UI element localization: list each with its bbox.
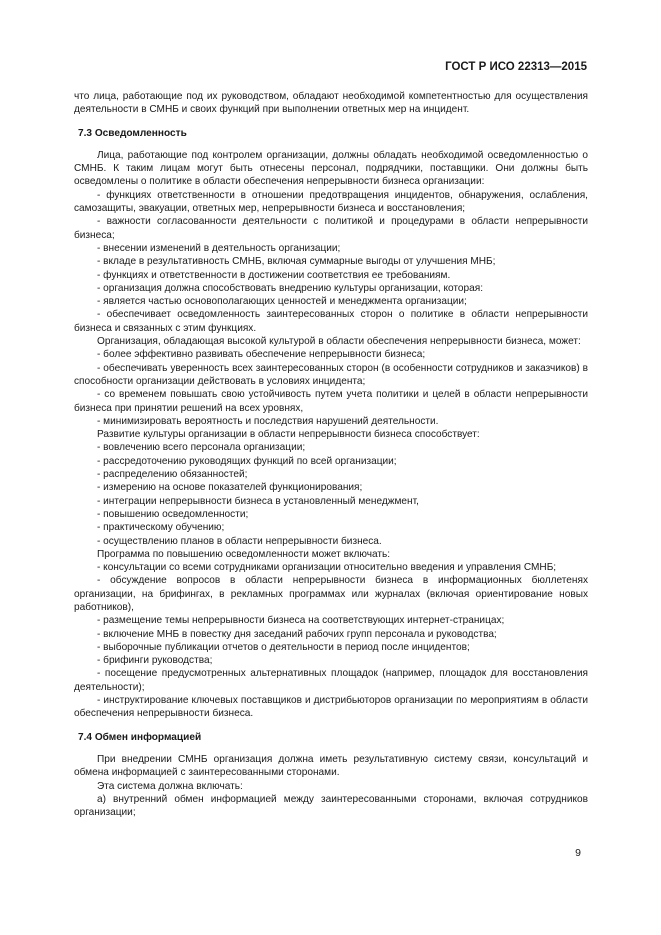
list-item: - рассредоточению руководящих функций по всей организации; — [97, 455, 397, 467]
list-item: - минимизировать вероятность и последствия нарушений деятельности. — [97, 415, 439, 427]
list-item: - обеспечивать уверенность всех заинтересованных сторон (в особенности сотрудников и заказчиков) в способности организации действовать в условиях инцидента; — [74, 362, 588, 387]
list-item: - измерению на основе показателей функционирования; — [97, 482, 363, 494]
list-item: - функциях ответственности в отношении предотвращения инцидентов, обнаружения, ослабления, самозащиты, эвакуации, ответных мер, непрерывности бизнеса и восстановления; — [74, 189, 588, 215]
list-item: - повышению осведомленности; — [97, 508, 249, 520]
list-item: - функциях и ответственности в достижении соответствия ее требованиям. — [97, 269, 451, 281]
section-heading: 7.3 Осведомленность — [78, 127, 187, 139]
list-item: - вовлечению всего персонала организации; — [97, 442, 306, 454]
paragraph: Организация, обладающая высокой культурой в области обеспечения непрерывности бизнеса, может: — [97, 336, 581, 348]
list-item: - важности согласованности деятельности с политикой и процедурами в области непрерывности бизнеса; — [74, 216, 588, 241]
page-body — [74, 90, 588, 819]
list-item: - интеграции непрерывности бизнеса в установленный менеджмент, — [97, 495, 419, 507]
list-item: - со временем повышать свою устойчивость путем учета политики и целей в области непрерывности бизнеса при принятии решений на всех уровнях, — [74, 389, 588, 414]
list-item: - практическому обучению; — [97, 522, 225, 534]
paragraph: Развитие культуры организации в области непрерывности бизнеса способствует: — [97, 429, 480, 441]
list-item: - посещение предусмотренных альтернативных площадок (например, площадок для восстановления деятельности); — [74, 668, 588, 693]
paragraph: Лица, работающие под контролем организации, должны обладать необходимой осведомленностью о СМНБ. К таким лицам могут быть отнесены персонал, подрядчики, поставщики. Они должны быть осведомлены о политике в области обеспечения непрерывности бизнеса организации: — [74, 149, 588, 188]
list-item: - является частью основополагающих ценностей и менеджмента организации; — [97, 296, 467, 308]
list-item: - распределению обязанностей; — [97, 469, 248, 481]
paragraph: Эта система должна включать: — [97, 780, 243, 792]
paragraph: При внедрении СМНБ организация должна иметь результативную систему связи, консультаций и обмена информацией с заинтересованными сторонами. — [74, 753, 588, 779]
list-item: - размещение темы непрерывности бизнеса на соответствующих интернет-страницах; — [97, 615, 505, 627]
list-item: - включение МНБ в повестку дня заседаний рабочих групп персонала и руководства; — [97, 628, 497, 640]
list-item: - консультации со всеми сотрудниками организации относительно введения и управления СМНБ; — [97, 562, 557, 574]
section-heading: 7.4 Обмен информацией — [78, 731, 202, 743]
document-code-header: ГОСТ Р ИСО 22313—2015 — [445, 61, 587, 73]
list-item: - обсуждение вопросов в области непрерывности бизнеса в информационных бюллетенях организации, на брифингах, в рекламных программах или журналах (включая ориентирование новых работников), — [74, 575, 588, 613]
paragraph-continuation: что лица, работающие под их руководством, обладают необходимой компетентностью для осуществления деятельности в СМНБ и своих функций при выполнении ответных мер на инцидент. — [74, 91, 588, 116]
list-item: - инструктирование ключевых поставщиков и дистрибьюторов организации по мероприятиям в области обеспечения непрерывности бизнеса. — [74, 695, 588, 720]
list-item: - вкладе в результативность СМНБ, включая суммарные выгоды от улучшения МНБ; — [97, 256, 496, 268]
page-number: 9 — [575, 847, 581, 859]
list-item: - осуществлению планов в области непрерывности бизнеса. — [97, 535, 382, 547]
list-item: - брифинги руководства; — [97, 655, 213, 667]
paragraph: а) внутренний обмен информацией между заинтересованными сторонами, включая сотрудников организации; — [74, 793, 588, 819]
list-item: - внесении изменений в деятельность организации; — [97, 242, 341, 254]
list-item: - выборочные публикации отчетов о деятельности в период после инцидентов; — [97, 641, 470, 653]
list-item: - обеспечивает осведомленность заинтересованных сторон о политике в области непрерывности бизнеса и связанных с этим функциях. — [74, 309, 588, 334]
paragraph: Программа по повышению осведомленности может включать: — [97, 548, 391, 560]
list-item: - более эффективно развивать обеспечение непрерывности бизнеса; — [97, 349, 426, 361]
list-item: - организация должна способствовать внедрению культуры организации, которая: — [97, 282, 484, 294]
